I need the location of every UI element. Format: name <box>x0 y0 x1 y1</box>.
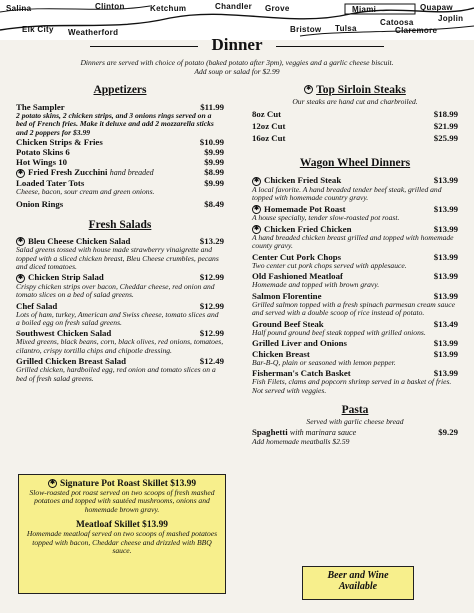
wheel-icon: ✱ <box>253 206 260 213</box>
item-price: $9.29 <box>438 426 458 437</box>
item-name: Homemade Pot Roast <box>264 203 346 214</box>
item-price: $13.99 <box>433 223 458 234</box>
wheel-icon: ✱ <box>253 226 260 233</box>
place-label: Ketchum <box>150 4 187 13</box>
item-description: Fish Filets, clams and popcorn shrimp served in a basket of fries. Not served with veggies. <box>252 377 452 395</box>
title-rule-right <box>276 46 384 47</box>
skillet-box <box>18 474 226 594</box>
item-price: $13.99 <box>142 520 168 531</box>
item-price: $13.99 <box>433 337 458 348</box>
item-name: Hot Wings 10 <box>16 157 68 168</box>
item-price: $13.99 <box>433 348 458 359</box>
item-price: $13.29 <box>199 235 224 246</box>
wheel-icon: ✱ <box>253 177 260 184</box>
item-price: $13.99 <box>433 175 458 186</box>
item-description: Homemade meatloaf served on two scoops of mashed potatoes topped with bacon, Cheddar cheese and drizzled with BBQ sauce. <box>26 529 218 556</box>
item-name: 16oz Cut <box>252 133 286 144</box>
place-label: Bristow <box>290 25 322 34</box>
wheel-icon: ✱ <box>17 238 24 245</box>
left-column <box>16 80 224 383</box>
item-price: $21.99 <box>433 121 458 132</box>
item-description: A hand breaded chicken breast grilled and topped with homemade county gravy. <box>252 233 454 251</box>
place-label: Tulsa <box>335 24 357 33</box>
item-name: Bleu Cheese Chicken Salad <box>28 235 131 246</box>
item-price: $12.99 <box>199 272 224 283</box>
item-price: $12.99 <box>199 328 224 339</box>
item-name: Old Fashioned Meatloaf <box>252 271 343 282</box>
place-label: Chandler <box>215 2 253 11</box>
item-description: Grilled chicken, hardboiled egg, red onion and tomato slices on a bed of fresh salad greens. <box>16 365 216 383</box>
item-description: Half pound ground beef steak topped with grilled onions. <box>252 327 426 337</box>
item-price: $8.99 <box>204 167 224 178</box>
appetizers-heading: Appetizers <box>93 84 147 96</box>
item-price: $13.99 <box>433 271 458 282</box>
item-price: $18.99 <box>433 109 458 120</box>
item-price: $13.99 <box>433 203 458 214</box>
item-price: $11.99 <box>200 102 224 112</box>
wheel-icon: ✱ <box>306 85 312 92</box>
item-description: Crispy chicken strips over bacon, Cheddar cheese, red onion and tomato slices on a bed of salad greens. <box>16 281 215 300</box>
sirloin-note: Our steaks are hand cut and charbroiled. <box>292 97 418 106</box>
item-price: $13.49 <box>433 318 458 329</box>
item-description: Salad greens tossed with house made strawberry vinaigrette and topped with a sliced chicken breast, Bleu Cheese crumbles, pecans and diced tomatoes. <box>16 245 219 271</box>
item-name: The Sampler <box>16 102 65 112</box>
beer-wine-line-2: Available <box>338 581 378 592</box>
item-price: $9.99 <box>204 178 224 189</box>
item-tag: with marinara sauce <box>289 427 357 437</box>
item-name: Chicken Fried Steak <box>264 175 342 186</box>
menu-item <box>16 167 224 178</box>
subtitle-line-2: Add soup or salad for $2.99 <box>194 67 280 76</box>
item-description: Grilled salmon topped with a fresh spinach parmesan cream sauce and served with a double scoop of rice instead of potato. <box>252 299 455 318</box>
item-price: $13.99 <box>433 251 458 262</box>
item-name: Salmon Florentine <box>252 290 322 301</box>
place-label: Clinton <box>95 2 125 11</box>
item-name: Spaghetti <box>252 426 288 437</box>
menu-item <box>16 147 224 157</box>
item-description: A house specialty, tender slow-roasted pot roast. <box>252 213 400 223</box>
item-price: $9.99 <box>204 157 224 168</box>
route-map-banner <box>0 0 474 40</box>
place-label: Catoosa <box>380 18 414 27</box>
pasta-heading: Pasta <box>341 404 369 417</box>
item-price: $13.99 <box>170 479 197 489</box>
item-description: Lots of ham, turkey, American and Swiss cheese, tomato slices and a boiled egg on fresh salad greens. <box>16 309 219 328</box>
wheel-icon: ✱ <box>49 480 55 487</box>
salads-heading: Fresh Salads <box>88 218 152 231</box>
menu-item <box>16 157 224 167</box>
item-name: Fried Fresh Zucchini <box>28 167 108 178</box>
item-description: 2 potato skins, 2 chicken strips, and 3 onions rings served on a bed of French fries. Make it deluxe and add 2 mozzarella sticks and 2 poppers for $3.99 <box>16 111 214 137</box>
menu-item <box>16 199 224 209</box>
item-name: Potato Skins 6 <box>16 147 70 158</box>
place-label: Grove <box>265 4 290 13</box>
item-description: Cheese, bacon, sour cream and green onions. <box>16 187 155 197</box>
menu-item <box>252 121 458 131</box>
item-tag: hand breaded <box>109 168 154 178</box>
place-label: Weatherford <box>68 28 119 37</box>
wheel-icon: ✱ <box>17 274 24 281</box>
item-name: Chicken Strip Salad <box>28 272 104 283</box>
beer-wine-line-1: Beer and Wine <box>327 570 389 581</box>
menu-item <box>252 338 458 348</box>
place-label: Miami <box>352 5 377 14</box>
item-name: Chicken Strips & Fries <box>16 137 103 148</box>
wheel-icon: ✱ <box>17 169 24 176</box>
item-name: 12oz Cut <box>252 121 286 132</box>
item-price: $12.49 <box>199 356 224 367</box>
item-price: $13.99 <box>433 368 458 379</box>
item-name: Onion Rings <box>16 198 64 209</box>
item-price: $13.99 <box>433 290 458 301</box>
pasta-addon: Add homemade meatballs $2.59 <box>252 436 350 446</box>
item-price: $8.49 <box>204 198 224 209</box>
item-name: Southwest Chicken Salad <box>16 328 112 339</box>
item-name: Chef Salad <box>16 300 58 311</box>
menu-item <box>252 109 458 119</box>
item-price: $25.99 <box>433 133 458 144</box>
menu-item <box>16 137 224 147</box>
item-description: A local favorite. A hand breaded tender beef steak, grilled and topped with homemade country gravy. <box>252 184 442 203</box>
item-description: Slow-roasted pot roast served on two scoops of fresh mashed potatoes and topped with sautéed mushrooms, onions and homemade brown gravy. <box>29 488 215 514</box>
item-name: Fisherman's Catch Basket <box>252 368 351 379</box>
place-label: Claremore <box>395 26 438 35</box>
pasta-note: Served with garlic cheese bread <box>306 417 404 427</box>
item-name: Ground Beef Steak <box>252 318 324 329</box>
place-label: Quapaw <box>420 3 453 12</box>
item-description: Bar-B-Q, plain or seasoned with lemon pepper. <box>252 357 396 367</box>
item-name: Meatloaf Skillet <box>76 520 140 531</box>
item-price: $10.99 <box>199 137 224 148</box>
beer-wine-box <box>302 566 414 600</box>
item-name: Grilled Liver and Onions <box>252 337 347 348</box>
subtitle-line-1: Dinners are served with choice of potato (baked potato after 3pm), veggies and a garlic cheese biscuit. <box>80 58 394 67</box>
place-label: Elk City <box>22 25 54 34</box>
item-description: Two center cut pork chops served with applesauce. <box>252 260 407 270</box>
item-price: $9.99 <box>204 147 224 158</box>
place-label: Joplin <box>438 14 464 23</box>
item-description: Homemade and topped with brown gravy. <box>252 280 380 290</box>
wagon-heading: Wagon Wheel Dinners <box>299 157 411 170</box>
right-column <box>252 80 458 446</box>
menu-item <box>252 427 458 438</box>
place-label: Salina <box>6 4 32 13</box>
item-name: 8oz Cut <box>252 109 282 120</box>
item-name: Loaded Tater Tots <box>16 178 85 189</box>
item-price: $12.99 <box>199 300 224 311</box>
item-description: Mixed greens, black beans, corn, black olives, red onions, tomatoes, cilantro, crispy tortilla chips and chipotle dressing. <box>16 337 224 355</box>
item-name: Chicken Fried Chicken <box>264 223 352 234</box>
page-title: Dinner <box>211 35 263 54</box>
item-name: Grilled Chicken Breast Salad <box>16 356 127 367</box>
item-name: Center Cut Pork Chops <box>252 251 342 262</box>
sirloin-heading: Top Sirloin Steaks <box>316 84 406 96</box>
item-name: Signature Pot Roast Skillet <box>59 479 168 489</box>
item-name: Chicken Breast <box>252 348 310 359</box>
menu-item <box>252 133 458 143</box>
